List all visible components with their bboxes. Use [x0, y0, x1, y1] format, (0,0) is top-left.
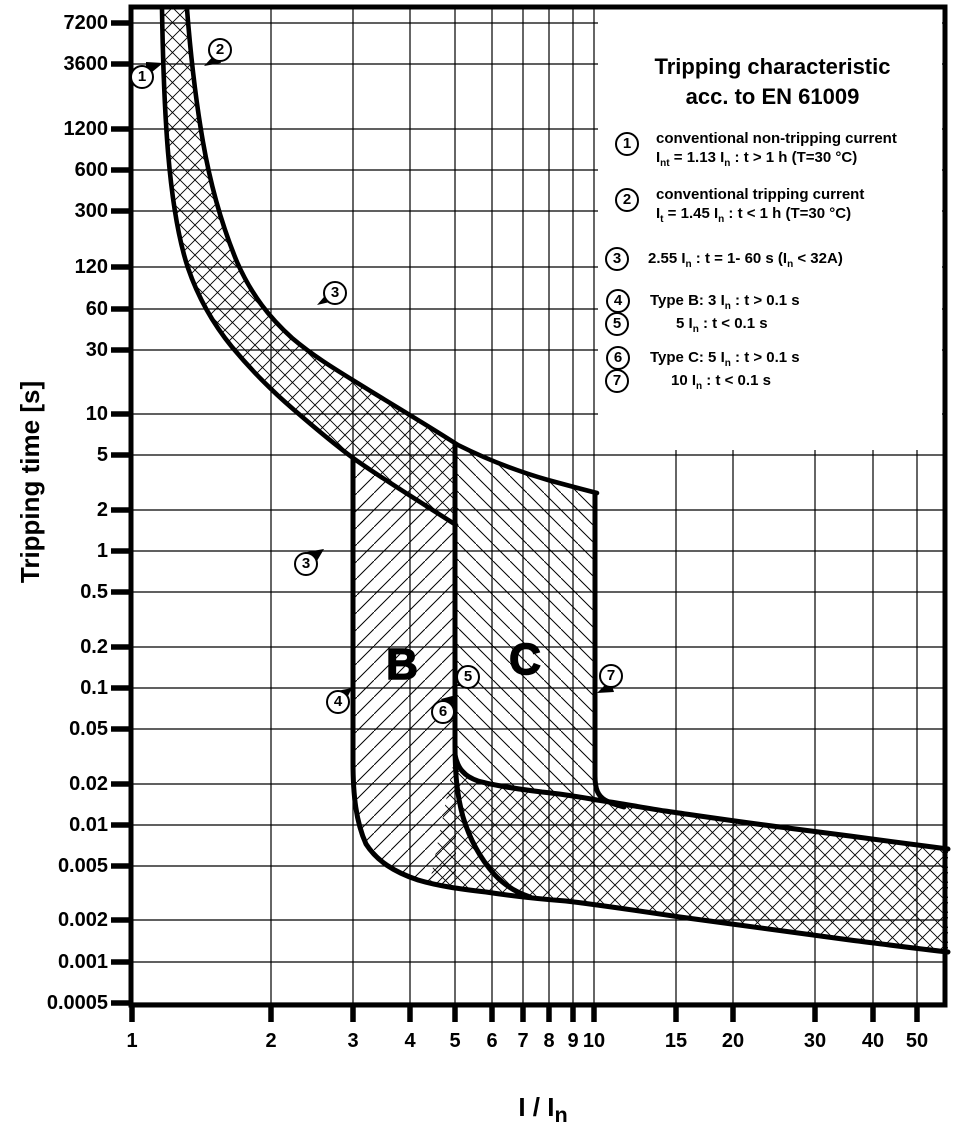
- x-tick-label: 20: [721, 1030, 745, 1052]
- x-tick-label: 10: [582, 1030, 606, 1052]
- y-tick-label: 5: [96, 444, 108, 466]
- legend-item-1-line1: conventional non-tripping current: [656, 130, 897, 147]
- y-tick-label: 0.1: [80, 677, 108, 699]
- plot-marker-1: 1: [130, 65, 154, 89]
- x-tick-label: 30: [803, 1030, 827, 1052]
- y-tick-label: 0.2: [80, 636, 108, 658]
- plot-marker-3-lower: 3: [294, 552, 318, 576]
- zone-label-b: B: [386, 640, 418, 689]
- x-tick-label: 9: [567, 1030, 579, 1052]
- legend-marker-4: 4: [606, 289, 630, 313]
- x-axis-title: I / $I_n$: [518, 1092, 568, 1128]
- legend-item-2-line2: $I_t = 1.45$ $I_n$ : t < 1 h (T=30 °C): [656, 205, 852, 225]
- zone-c-region: [455, 445, 597, 800]
- y-tick-label: 10: [85, 403, 108, 425]
- chart-title-line1: Tripping characteristic: [654, 54, 891, 79]
- y-tick-label: 0.005: [57, 855, 108, 877]
- chart-title: [600, 52, 945, 112]
- y-axis-title: Tripping time [s]: [15, 380, 45, 584]
- chart-title-line2: acc. to EN 61009: [685, 84, 860, 109]
- y-tick-label: 120: [74, 256, 108, 278]
- legend-marker-2: 2: [615, 188, 639, 212]
- legend-item-5-line1: 5 $I_n$ : t < 0.1 s: [676, 315, 768, 335]
- x-tick-label: 15: [664, 1030, 688, 1052]
- plot-marker-4: 4: [326, 690, 350, 714]
- legend-item-7-line1: 10 $I_n$ : t < 0.1 s: [671, 372, 771, 392]
- legend-item-3-line1: 2.55 $I_n$ : t = 1- 60 s $(I_n < 32A)$: [648, 250, 843, 270]
- x-tick-label: 3: [347, 1030, 359, 1052]
- legend-item-2-line1: conventional tripping current: [656, 186, 865, 203]
- y-tick-label: 0.02: [69, 773, 108, 795]
- legend-marker-1: 1: [615, 132, 639, 156]
- plot-marker-2: 2: [208, 38, 232, 62]
- x-tick-label: 40: [861, 1030, 885, 1052]
- x-tick-label: 6: [486, 1030, 498, 1052]
- y-tick-label: 7200: [63, 12, 108, 34]
- legend-marker-3: 3: [605, 247, 629, 271]
- plot-marker-7: 7: [599, 664, 623, 688]
- y-tick-label: 0.001: [57, 951, 108, 973]
- y-tick-label: 0.0005: [46, 992, 108, 1014]
- x-tick-label: 2: [265, 1030, 277, 1052]
- legend-item-1-line2: $I_{nt} = 1.13$ $I_n$ : t > 1 h (T=30 °C): [656, 149, 858, 169]
- x-tick-label: 7: [517, 1030, 529, 1052]
- curve-type-c-right-boundary: [595, 493, 624, 807]
- y-tick-label: 0.5: [80, 581, 108, 603]
- y-tick-label: 0.05: [69, 718, 108, 740]
- plot-marker-6: 6: [431, 700, 455, 724]
- y-tick-label: 60: [85, 298, 108, 320]
- x-tick-label: 5: [449, 1030, 461, 1052]
- y-tick-label: 0.002: [57, 909, 108, 931]
- legend-marker-7: 7: [605, 369, 629, 393]
- legend-item-6-line1: Type C: 5 $I_n$ : t > 0.1 s: [650, 349, 800, 369]
- y-tick-label: 1: [96, 540, 108, 562]
- x-tick-label: 8: [543, 1030, 555, 1052]
- y-tick-label: 3600: [63, 53, 108, 75]
- y-tick-label: 600: [74, 159, 108, 181]
- y-tick-label: 1200: [63, 118, 108, 140]
- x-tick-label: 4: [404, 1030, 416, 1052]
- legend-marker-5: 5: [605, 312, 629, 336]
- y-tick-label: 2: [96, 499, 108, 521]
- x-tick-label: 50: [905, 1030, 929, 1052]
- y-tick-label: 300: [74, 200, 108, 222]
- x-tick-label: 1: [126, 1030, 138, 1052]
- y-tick-label: 30: [85, 339, 108, 361]
- legend-item-4-line1: Type B: 3 $I_n$ : t > 0.1 s: [650, 292, 800, 312]
- y-tick-label: 0.01: [69, 814, 108, 836]
- legend-marker-6: 6: [606, 346, 630, 370]
- plot-marker-5: 5: [456, 665, 480, 689]
- zone-label-c: C: [509, 635, 541, 684]
- plot-marker-3-upper: 3: [323, 281, 347, 305]
